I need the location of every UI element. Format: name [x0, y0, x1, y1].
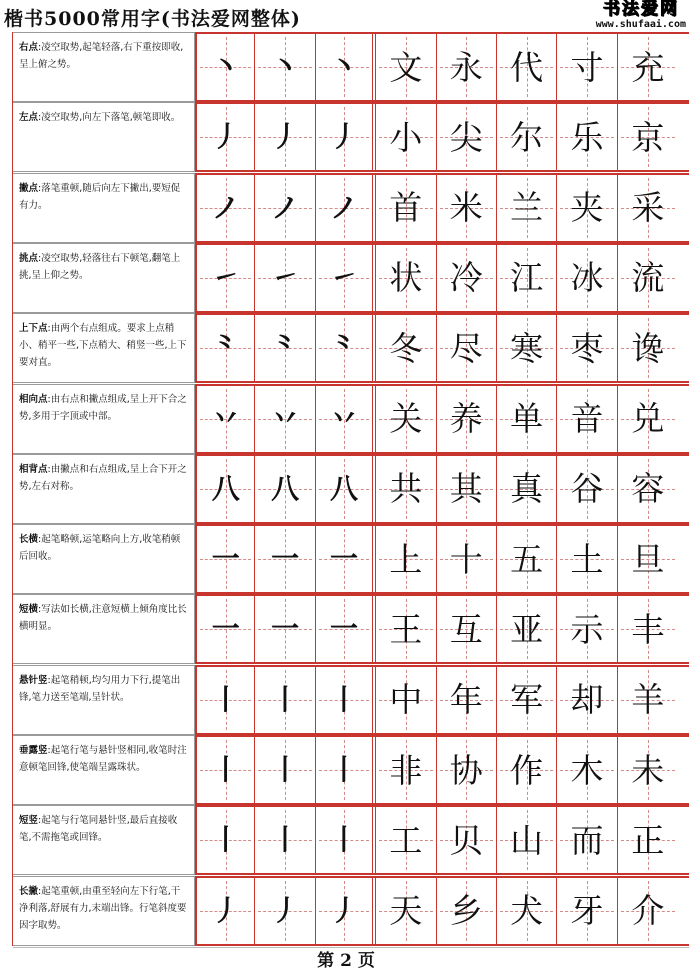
grid-cell [316, 315, 376, 381]
example-character: 音 [570, 399, 604, 438]
example-character: 乐 [570, 117, 604, 157]
stroke-row [13, 454, 689, 524]
grid-cells [195, 32, 689, 102]
example-character: 流 [631, 258, 665, 298]
stroke-sample: ノ [211, 190, 240, 224]
grid-cell [316, 175, 376, 241]
grid-cell [497, 456, 557, 522]
grid-cell [316, 596, 376, 662]
grid-cell [557, 456, 617, 522]
example-character: 其 [449, 469, 483, 509]
grid-cell [376, 456, 436, 522]
stroke-description-text: :由两个右点组成。要求上点稍小、稍平一些,下点稍大、稍竖一些,上下要对直。 [19, 323, 187, 369]
stroke-description-text: :由撇点和右点组成,呈上合下开之势,左右对称。 [19, 463, 187, 492]
grid-cell [376, 737, 436, 803]
stroke-description [13, 454, 195, 524]
example-character: 冬 [389, 328, 423, 368]
stroke-sample: ⺀ [271, 331, 300, 365]
example-character: 尔 [510, 117, 544, 157]
stroke-sample: 一 [271, 612, 300, 646]
example-character: 状 [389, 258, 423, 298]
example-character: 土 [570, 539, 604, 579]
stroke-sample: ノ [271, 190, 300, 224]
grid-cell [437, 667, 497, 733]
grid-cell [497, 807, 557, 873]
stroke-name: 挑点 [19, 252, 39, 264]
stroke-row [13, 32, 689, 102]
grid-cell [195, 526, 255, 592]
stroke-sample: 丨 [271, 823, 300, 857]
grid-cell [316, 737, 376, 803]
page-header [0, 0, 692, 32]
stroke-name: 上下点 [19, 323, 48, 335]
grid-cell [497, 34, 557, 100]
stroke-row [13, 735, 689, 805]
grid-cell [316, 104, 376, 170]
grid-cells [195, 665, 689, 735]
stroke-sample: 一 [329, 542, 358, 576]
stroke-sample: 丨 [211, 753, 240, 786]
example-character: 单 [510, 399, 544, 438]
grid-cell [376, 596, 436, 662]
example-character: 尽 [449, 328, 483, 368]
stroke-sample: 丿 [271, 120, 300, 154]
grid-cell [497, 526, 557, 592]
stroke-sample: 丿 [329, 893, 358, 927]
stroke-sample: 丨 [271, 753, 300, 786]
stroke-row [13, 594, 689, 664]
example-character: 谗 [631, 328, 665, 368]
stroke-sample: 丿 [211, 120, 240, 154]
example-character: 作 [510, 750, 544, 790]
example-character: 却 [570, 680, 604, 720]
stroke-name: 垂露竖 [19, 745, 48, 756]
example-character: 正 [631, 820, 665, 860]
grid-cell [618, 104, 678, 170]
grid-cell [497, 667, 557, 733]
example-character: 容 [631, 469, 665, 509]
grid-cell [255, 386, 315, 452]
grid-cell [557, 175, 617, 241]
stroke-description-text: :起笔稍顿,均匀用力下行,提笔出锋,笔力送至笔端,呈针状。 [19, 674, 181, 703]
example-character: 文 [389, 47, 423, 87]
grid-cell [316, 526, 376, 592]
stroke-sample: 丨 [271, 682, 300, 716]
example-character: 冰 [570, 258, 604, 298]
example-character: 兑 [631, 399, 665, 438]
stroke-sample: ノ [329, 190, 358, 224]
example-character: 旦 [631, 539, 665, 579]
stroke-description-text: :凌空取势,轻落往右下顿笔,翻笔上挑,呈上仰之势。 [19, 252, 181, 281]
grid-cell [376, 245, 436, 311]
stroke-name: 长横 [19, 534, 39, 546]
grid-cell [437, 596, 497, 662]
stroke-description [13, 243, 195, 313]
stroke-row [13, 173, 689, 243]
grid-cell [437, 104, 497, 170]
example-character: 夹 [570, 188, 604, 228]
grid-cell [618, 34, 678, 100]
grid-cell [557, 667, 617, 733]
example-character: 木 [570, 750, 604, 790]
site-url[interactable]: www.shufaai.com [595, 19, 686, 30]
example-character: 枣 [570, 328, 604, 368]
stroke-sample: 一 [211, 542, 240, 576]
example-character: 冷 [449, 258, 483, 298]
grid-cell [376, 526, 436, 592]
example-character: 军 [510, 680, 544, 720]
grid-cell [618, 315, 678, 381]
grid-cell [255, 596, 315, 662]
example-character: 首 [389, 188, 423, 228]
stroke-sample: 丷 [329, 401, 358, 435]
stroke-name: 相向点 [19, 393, 48, 405]
grid-cell [195, 456, 255, 522]
grid-cell [255, 245, 315, 311]
example-character: 采 [631, 188, 665, 228]
example-character: 真 [510, 469, 544, 509]
stroke-description [13, 524, 195, 594]
stroke-description [13, 594, 195, 664]
example-character: 介 [631, 891, 665, 931]
stroke-description [13, 876, 195, 946]
grid-cell [195, 596, 255, 662]
grid-cell [316, 245, 376, 311]
example-character: 示 [570, 609, 604, 649]
grid-cell [316, 807, 376, 873]
grid-cells [195, 173, 689, 243]
example-character: 贝 [449, 820, 483, 860]
grid-cell [557, 807, 617, 873]
example-character: 互 [449, 609, 483, 649]
stroke-sample: 丿 [329, 120, 358, 154]
example-character: 米 [449, 188, 483, 228]
grid-cell [255, 526, 315, 592]
grid-cell [195, 104, 255, 170]
stroke-row [13, 805, 689, 875]
stroke-description [13, 102, 195, 172]
grid-cells [195, 384, 689, 454]
stroke-sample: 一 [329, 612, 358, 646]
grid-cell [497, 175, 557, 241]
grid-cell [437, 386, 497, 452]
grid-cell [255, 34, 315, 100]
stroke-name: 相背点 [19, 463, 48, 475]
stroke-description-text: :起笔略顿,运笔略向上方,收笔稍顿后回收。 [19, 534, 181, 563]
stroke-sample: 八 [211, 471, 240, 505]
stroke-sample: 丨 [329, 753, 358, 786]
grid-cell [255, 667, 315, 733]
grid-cell [618, 526, 678, 592]
grid-cell [437, 807, 497, 873]
stroke-name: 长撇 [19, 885, 39, 897]
grid-cells [195, 313, 689, 383]
grid-cell [618, 245, 678, 311]
example-character: 五 [510, 539, 544, 579]
grid-cell [195, 667, 255, 733]
stroke-sample: ⺀ [329, 331, 358, 365]
stroke-sample: 丷 [211, 401, 240, 435]
grid-cell [195, 315, 255, 381]
stroke-row [13, 665, 689, 735]
grid-cell [497, 596, 557, 662]
grid-cell [255, 878, 315, 944]
example-character: 代 [510, 47, 544, 87]
stroke-sample: 丷 [271, 401, 300, 435]
grid-cell [376, 175, 436, 241]
grid-cells [195, 454, 689, 524]
example-character: 协 [449, 750, 483, 790]
grid-cells [195, 102, 689, 172]
stroke-sample: 丿 [271, 893, 300, 927]
grid-cell [557, 737, 617, 803]
stroke-name: 短横 [19, 604, 39, 616]
page-title: 楷书5000常用字(书法爱网整体) [4, 8, 301, 30]
stroke-name: 悬针竖 [19, 674, 48, 686]
stroke-sample: ㇀ [211, 260, 240, 294]
example-character: 养 [449, 399, 483, 438]
grid-cell [195, 807, 255, 873]
grid-cell [195, 245, 255, 311]
stroke-description-text: :起笔与行笔同悬针竖,最后直接收笔,不需拖笔或回锋。 [19, 815, 178, 844]
stroke-description [13, 173, 195, 243]
stroke-sample: 八 [329, 471, 358, 505]
grid-cell [255, 807, 315, 873]
stroke-description-text: :由右点和撇点组成,呈上开下合之势,多用于字顶或中部。 [19, 393, 187, 422]
stroke-name: 短竖 [19, 815, 39, 827]
stroke-description [13, 665, 195, 735]
stroke-description [13, 735, 195, 805]
grid-cell [497, 878, 557, 944]
example-character: 上 [389, 539, 423, 579]
stroke-description [13, 384, 195, 454]
grid-cell [255, 175, 315, 241]
example-character: 关 [389, 399, 423, 438]
stroke-description [13, 805, 195, 875]
site-name: 书法爱网 [602, 0, 679, 19]
grid-cell [557, 596, 617, 662]
example-character: 寒 [510, 328, 544, 368]
grid-cell [376, 104, 436, 170]
stroke-sample: ㇀ [329, 260, 358, 294]
stroke-description [13, 313, 195, 383]
example-character: 王 [389, 609, 423, 649]
grid-cell [497, 315, 557, 381]
grid-cell [497, 245, 557, 311]
stroke-sample: 丨 [211, 823, 240, 857]
grid-cell [618, 456, 678, 522]
stroke-sample: 一 [211, 612, 240, 646]
stroke-row [13, 384, 689, 454]
grid-cells [195, 594, 689, 664]
stroke-sample: 丨 [329, 682, 358, 716]
grid-cell [195, 737, 255, 803]
grid-cell [618, 878, 678, 944]
stroke-row [13, 876, 689, 946]
stroke-description-text: :凌空取势,向左下落笔,顿笔即收。 [38, 112, 181, 124]
stroke-sample: 丶 [329, 50, 358, 83]
stroke-sample: ⺀ [211, 331, 240, 365]
example-character: 小 [389, 117, 423, 157]
stroke-name: 左点 [19, 112, 39, 124]
grid-cell [195, 878, 255, 944]
stroke-description-text: :凌空取势,起笔轻落,右下重按即收,呈上俯之势。 [19, 42, 184, 70]
grid-cell [497, 737, 557, 803]
example-character: 天 [389, 891, 423, 931]
grid-cell [618, 596, 678, 662]
stroke-sample: 八 [271, 471, 300, 505]
grid-cell [376, 878, 436, 944]
example-character: 十 [449, 539, 483, 579]
grid-cell [195, 34, 255, 100]
grid-cell [376, 386, 436, 452]
grid-cells [195, 243, 689, 313]
grid-cell [557, 878, 617, 944]
stroke-description [13, 32, 195, 102]
grid-cell [376, 34, 436, 100]
stroke-description-text: :起笔行笔与悬针竖相同,收笔时注意顿笔回锋,使笔端呈露珠状。 [19, 745, 187, 773]
example-character: 非 [389, 750, 423, 790]
grid-cell [557, 34, 617, 100]
grid-cell [618, 667, 678, 733]
grid-cell [557, 245, 617, 311]
example-character: 京 [631, 117, 665, 157]
example-character: 尖 [449, 117, 483, 157]
grid-cell [316, 667, 376, 733]
example-character: 江 [510, 258, 544, 298]
site-logo[interactable] [596, 1, 686, 30]
grid-cell [437, 737, 497, 803]
grid-cell [316, 456, 376, 522]
grid-cell [316, 878, 376, 944]
stroke-sample: 丨 [211, 682, 240, 716]
grid-cells [195, 735, 689, 805]
grid-cell [195, 386, 255, 452]
example-character: 犬 [510, 891, 544, 931]
grid-cell [437, 315, 497, 381]
stroke-row [13, 524, 689, 594]
grid-cell [618, 807, 678, 873]
stroke-sample: 一 [271, 542, 300, 576]
grid-cells [195, 805, 689, 875]
grid-cell [618, 175, 678, 241]
example-character: 永 [449, 47, 483, 87]
stroke-sample: 丿 [211, 893, 240, 927]
grid-cell [437, 526, 497, 592]
stroke-row [13, 102, 689, 172]
example-character: 丰 [631, 609, 665, 649]
stroke-name: 右点 [19, 42, 39, 53]
grid-cell [316, 34, 376, 100]
practice-sheet [12, 32, 689, 946]
example-character: 寸 [570, 47, 604, 87]
example-character: 中 [389, 680, 423, 720]
stroke-sample: 丨 [329, 823, 358, 857]
grid-cell [437, 175, 497, 241]
grid-cell [557, 104, 617, 170]
example-character: 年 [449, 680, 483, 720]
grid-cell [557, 315, 617, 381]
example-character: 共 [389, 469, 423, 509]
stroke-name: 撇点 [19, 182, 39, 194]
grid-cell [376, 315, 436, 381]
grid-cell [255, 456, 315, 522]
grid-cell [437, 34, 497, 100]
example-character: 乡 [449, 891, 483, 931]
grid-cell [437, 456, 497, 522]
stroke-description-text: :起笔重顿,由重至轻向左下行笔,干净利落,舒展有力,末端出锋。行笔斜度要因字取势。 [19, 885, 187, 931]
stroke-description-text: :落笔重顿,随后向左下撇出,要短促有力。 [19, 182, 181, 211]
grid-cell [376, 667, 436, 733]
grid-cell [255, 315, 315, 381]
grid-cell [255, 104, 315, 170]
stroke-sample: ㇀ [271, 260, 300, 294]
page-number: 第 2 页 [317, 951, 375, 971]
example-character: 牙 [570, 891, 604, 931]
example-character: 充 [631, 47, 665, 87]
grid-cell [497, 386, 557, 452]
grid-cell [497, 104, 557, 170]
example-character: 亚 [510, 609, 544, 649]
example-character: 兰 [510, 188, 544, 228]
grid-cell [437, 878, 497, 944]
grid-cell [195, 175, 255, 241]
grid-cell [557, 526, 617, 592]
stroke-row [13, 243, 689, 313]
stroke-sample: 丶 [211, 50, 240, 83]
example-character: 山 [510, 820, 544, 860]
grid-cell [376, 807, 436, 873]
grid-cell [316, 386, 376, 452]
example-character: 而 [570, 820, 604, 860]
grid-cell [618, 737, 678, 803]
grid-cell [618, 386, 678, 452]
example-character: 羊 [631, 680, 665, 720]
grid-cell [255, 737, 315, 803]
example-character: 未 [631, 750, 665, 790]
stroke-sample: 丶 [271, 50, 300, 83]
grid-cells [195, 524, 689, 594]
stroke-description-text: :写法如长横,注意短横上倾角度比长横明显。 [19, 604, 187, 633]
grid-cell [437, 245, 497, 311]
grid-cell [557, 386, 617, 452]
grid-cells [195, 876, 689, 946]
stroke-row [13, 313, 689, 383]
example-character: 谷 [570, 469, 604, 509]
example-character: 工 [389, 820, 423, 860]
